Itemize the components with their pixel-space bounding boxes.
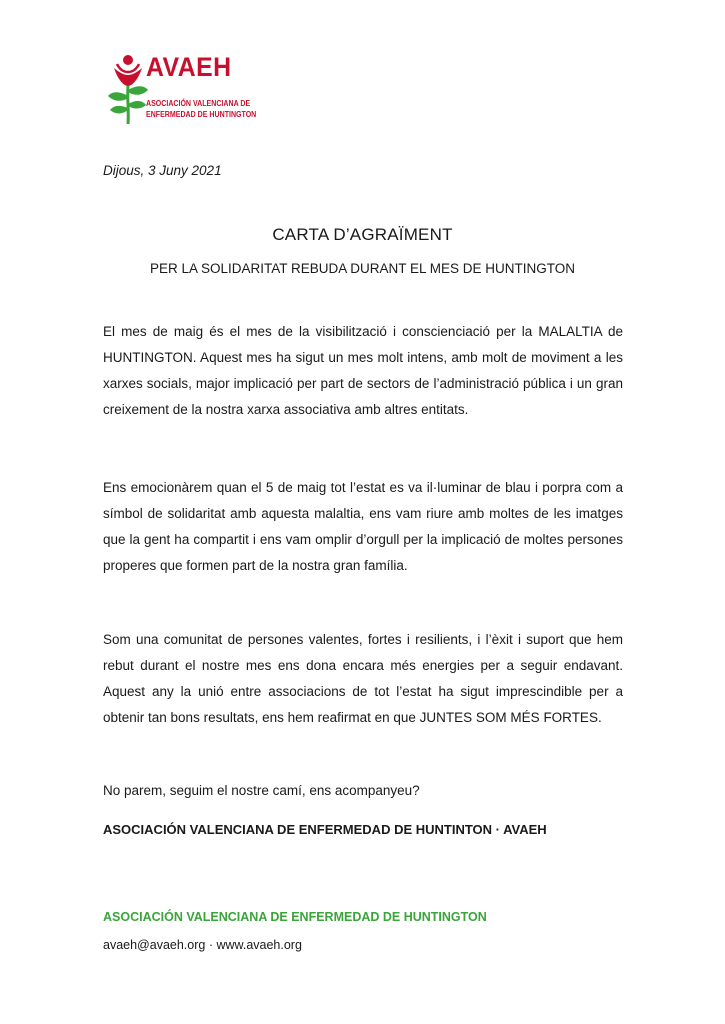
flower-person-icon xyxy=(108,46,148,128)
signature: ASOCIACIÓN VALENCIANA DE ENFERMEDAD DE HUNTINTON · AVAEH xyxy=(103,822,547,837)
footer-organization: ASOCIACIÓN VALENCIANA DE ENFERMEDAD DE HUNTINGTON xyxy=(103,910,487,924)
avaeh-logo xyxy=(108,46,257,128)
paragraph-3: Som una comunitat de persones valentes, fortes i resilients, i l’èxit i suport que hem rebut durant el nostre mes ens dona encara més energies per a seguir endavant. Aquest any la unió entre associacions de tot l’estat ha sigut imprescindible per a obtenir tan bons resultats, ens hem reafirmat en que JUNTES SOM MÉS FORTES. xyxy=(103,632,623,725)
logo-subtitle xyxy=(146,98,256,120)
letter-subtitle: PER LA SOLIDARITAT REBUDA DURANT EL MES DE HUNTINGTON xyxy=(149,261,576,276)
logo-subtitle-line-1: ASOCIACIÓN VALENCIANA DE xyxy=(146,98,251,108)
letter-title: CARTA D’AGRAÏMENT xyxy=(272,225,453,244)
paragraph-2: Ens emocionàrem quan el 5 de maig tot l’estat es va il·luminar de blau i porpra com a símbol de solidaritat amb aquesta malaltia, ens vam riure amb moltes de les imatges que la gent ha compartit i ens vam omplir d’orgull per la implicació de moltes persones properes que formen part de la nostra gran família. xyxy=(103,480,623,573)
letter-date: Dijous, 3 Juny 2021 xyxy=(103,163,222,178)
closing-question: No parem, seguim el nostre camí, ens acompanyeu? xyxy=(103,783,420,798)
logo-name: AVAEH xyxy=(146,52,232,82)
logo-subtitle-line-2: ENFERMEDAD DE HUNTINGTON xyxy=(146,109,257,119)
paragraph-1: El mes de maig és el mes de la visibilització i conscienciació per la MALALTIA de HUNTINGTON. Aquest mes ha sigut un mes molt intens, amb molt de moviment a les xarxes socials, major implicació per part de sectors de l’administració pública i un gran creixement de la nostra xarxa associativa amb altres entitats. xyxy=(103,324,623,417)
footer-contact: avaeh@avaeh.org · www.avaeh.org xyxy=(103,938,302,952)
